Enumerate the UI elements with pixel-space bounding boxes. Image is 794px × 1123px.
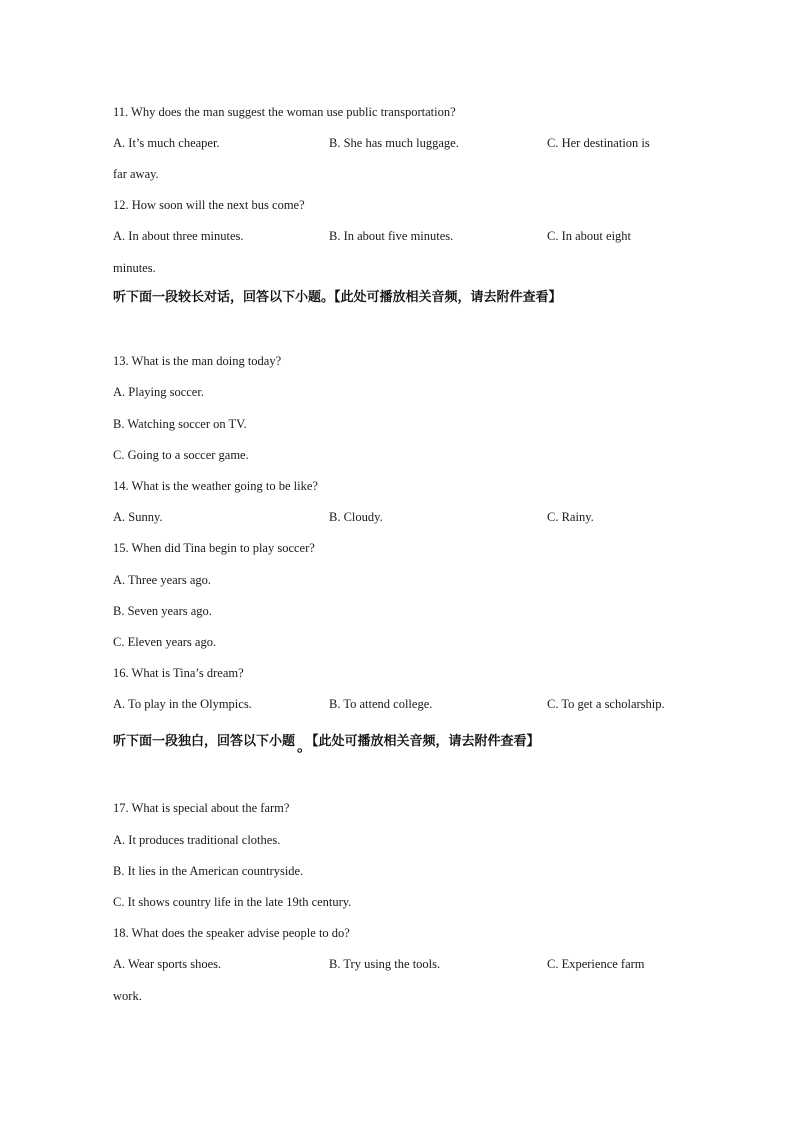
option-18-a: A. Wear sports shoes. bbox=[113, 957, 222, 971]
question-11: 11. Why does the man suggest the woman use public transportation? bbox=[113, 105, 456, 119]
question-17: 17. What is special about the farm? bbox=[113, 801, 290, 815]
option-15-b: B. Seven years ago. bbox=[113, 604, 212, 618]
option-18-b: B. Try using the tools. bbox=[329, 957, 441, 971]
option-18-c: C. Experience farm bbox=[547, 957, 645, 971]
option-15-a: A. Three years ago. bbox=[113, 573, 211, 587]
option-16-b: B. To attend college. bbox=[329, 697, 433, 711]
options-row-11 bbox=[113, 135, 673, 151]
question-18: 18. What does the speaker advise people to do? bbox=[113, 926, 350, 940]
option-17-a: A. It produces traditional clothes. bbox=[113, 833, 281, 847]
option-14-b: B. Cloudy. bbox=[329, 510, 383, 524]
option-12-a: A. In about three minutes. bbox=[113, 229, 244, 243]
option-12-c-continuation: minutes. bbox=[113, 261, 156, 275]
option-16-c: C. To get a scholarship. bbox=[547, 697, 665, 711]
option-11-c: C. Her destination is bbox=[547, 136, 650, 150]
option-11-c-continuation: far away. bbox=[113, 167, 159, 181]
option-13-a: A. Playing soccer. bbox=[113, 385, 204, 399]
option-11-a: A. It’s much cheaper. bbox=[113, 136, 220, 150]
question-15: 15. When did Tina begin to play soccer? bbox=[113, 541, 315, 555]
option-14-c: C. Rainy. bbox=[547, 510, 594, 524]
option-16-a: A. To play in the Olympics. bbox=[113, 697, 252, 711]
options-row-16 bbox=[113, 696, 683, 712]
instruction-period: 。 bbox=[297, 737, 313, 755]
question-12: 12. How soon will the next bus come? bbox=[113, 198, 305, 212]
audio-note: 【此处可播放相关音频，请去附件查看】 bbox=[312, 734, 540, 749]
question-13: 13. What is the man doing today? bbox=[113, 354, 282, 368]
options-row-12 bbox=[113, 228, 673, 244]
option-18-c-continuation: work. bbox=[113, 989, 142, 1003]
option-17-b: B. It lies in the American countryside. bbox=[113, 864, 304, 878]
option-12-b: B. In about five minutes. bbox=[329, 229, 454, 243]
option-15-c: C. Eleven years ago. bbox=[113, 635, 217, 649]
question-14: 14. What is the weather going to be like? bbox=[113, 479, 318, 493]
options-row-14 bbox=[113, 509, 673, 525]
options-row-18 bbox=[113, 956, 673, 972]
option-11-b: B. She has much luggage. bbox=[329, 136, 459, 150]
option-13-c: C. Going to a soccer game. bbox=[113, 448, 249, 462]
question-16: 16. What is Tina’s dream? bbox=[113, 666, 244, 680]
option-17-c: C. It shows country life in the late 19th century. bbox=[113, 895, 352, 909]
option-13-b: B. Watching soccer on TV. bbox=[113, 417, 247, 431]
option-14-a: A. Sunny. bbox=[113, 510, 163, 524]
section-instruction-monologue bbox=[113, 731, 540, 755]
section-instruction-dialogue: 听下面一段较长对话，回答以下小题。【此处可播放相关音频，请去附件查看】 bbox=[113, 290, 562, 305]
instruction-text: 听下面一段独白，回答以下小题 bbox=[113, 734, 296, 749]
option-12-c: C. In about eight bbox=[547, 229, 632, 243]
